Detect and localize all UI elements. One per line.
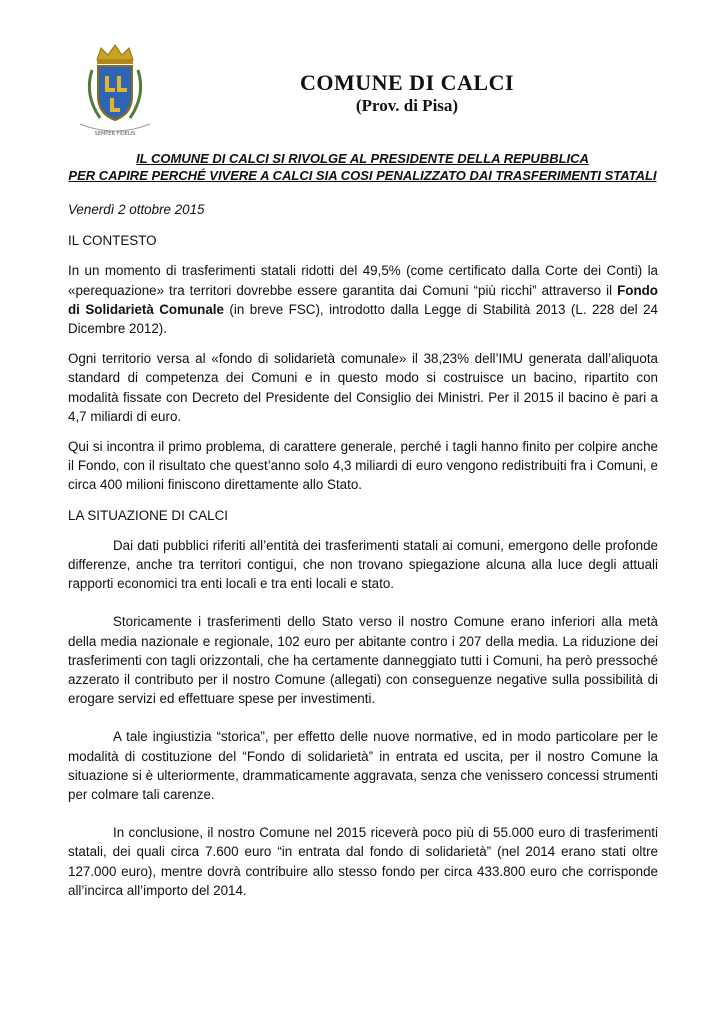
paragraph-7: In conclusione, il nostro Comune nel 2015 riceverà poco più di 55.000 euro di trasferimenti statali, dei quali circa 7.600 euro “in entrata dal fondo di solidarietà” (nel 2014 erano stati oltre 127.000 euro), mentre dovrà contribuire allo stesso fondo per circa 433.800 euro che corrisponde all’incirca all’importo del 2014.: [68, 825, 658, 898]
paragraph-4: Dai dati pubblici riferiti all’entità dei trasferimenti statali ai comuni, emergono delle profonde differenze, anche tra territori contigui, che non trovano spiegazione alcuna alla luce degli attuali rapporti economici tra enti locali e tra enti locali e stato.: [68, 537, 658, 592]
municipality-name: COMUNE DI CALCI: [299, 70, 515, 95]
section-heading-contesto: IL CONTESTO: [68, 233, 157, 249]
svg-text:SEMPER FIDELIS: SEMPER FIDELIS: [94, 131, 136, 137]
fsc-bold-term: Fondo di Solidarietà Comunale: [68, 282, 658, 317]
title-line-2: PER CAPIRE PERCHÉ VIVERE A CALCI SIA COSI PENALIZZATO DAI TRASFERIMENTI STATALI: [68, 168, 657, 183]
document-title: [60, 150, 665, 184]
paragraph-2: Ogni territorio versa al «fondo di solidarietà comunale» il 38,23% dell’IMU generata dall’aliquota standard di competenza dei Comuni e in questo modo si costruisce un bacino, ripartito con modalità fissate con Decreto del Presidente del Consiglio dei Ministri. Per il 2015 il bacino è pari a 4,7 miliardi di euro.: [68, 351, 658, 424]
paragraph-6: A tale ingiustizia “storica”, per effetto delle nuove normative, ed in modo particolare per le modalità di costituzione del “Fondo di solidarietà” in entrata ed uscita, per il nostro Comune la situazione si è ulteriormente, drammaticamente aggravata, senza che venissero concessi strumenti per colmare tali carenze.: [68, 729, 658, 803]
paragraph-1-part-a: In un momento di trasferimenti statali ridotti del 49,5% (come certificato dalla Corte dei Conti) la «perequazione» tra territori dovrebbe essere garantita dai Comuni “più ricchi” attraverso il: [68, 263, 658, 298]
section-heading-situazione: LA SITUAZIONE DI CALCI: [68, 507, 228, 523]
municipality-header: [190, 70, 624, 116]
paragraph-1-part-b: (in breve FSC), introdotto dalla Legge di Stabilità 2013 (L. 228 del 24 Dicembre 2012).: [68, 301, 658, 337]
document-body: [68, 200, 658, 919]
paragraph-5: Storicamente i trasferimenti dello Stato verso il nostro Comune erano inferiori alla metà della media nazionale e regionale, 102 euro per abitante contro i 207 della media. La riduzione dei trasferimenti con tagli orizzontali, che ha certamente danneggiato tutti i Comuni, ha però pressoché azzerato il contributo per il nostro Comune (allegati) con conseguenze negative sulla possibilità di erogare servizi ed effettuare spese per investimenti.: [68, 614, 658, 707]
document-date: Venerdì 2 ottobre 2015: [68, 202, 205, 217]
paragraph-3: Qui si incontra il primo problema, di carattere generale, perché i tagli hanno finito per colpire anche il Fondo, con il risultato che quest’anno solo 4,3 miliardi di euro vengono redistribuiti fra i Comuni, e circa 400 milioni finiscono direttamente allo Stato.: [68, 439, 658, 493]
province-name: (Prov. di Pisa): [355, 96, 459, 115]
title-line-1: IL COMUNE DI CALCI SI RIVOLGE AL PRESIDENTE DELLA REPUBBLICA: [136, 151, 589, 166]
municipal-crest-logo: [70, 40, 160, 140]
paragraph-1: [68, 261, 658, 338]
